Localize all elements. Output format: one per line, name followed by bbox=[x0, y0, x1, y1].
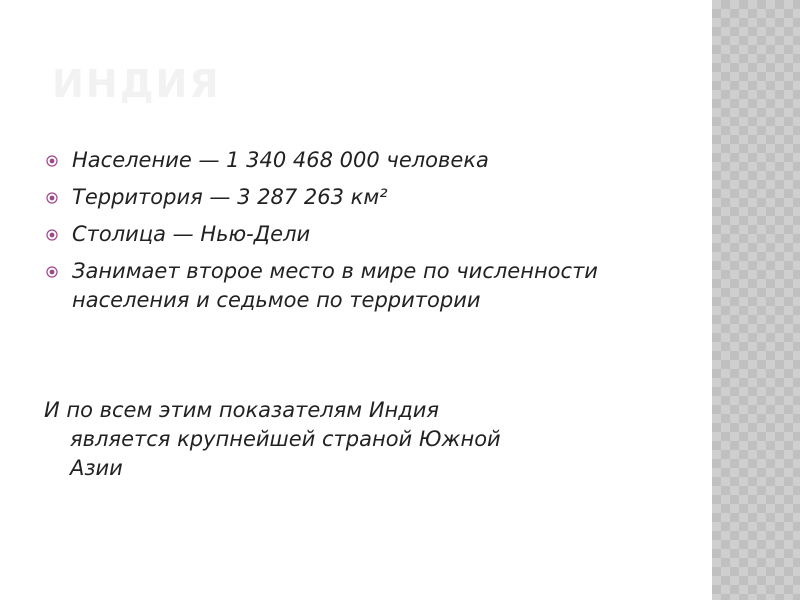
bullet-text: Занимает второе место в мире по численности населения и седьмое по территории bbox=[72, 259, 598, 312]
bullet-text: Население — 1 340 468 000 человека bbox=[72, 148, 489, 172]
circle-bullet-icon bbox=[46, 229, 58, 241]
conclusion-line: является крупнейшей страной Южной bbox=[70, 427, 501, 451]
circle-bullet-icon bbox=[46, 155, 58, 167]
slide-title: ИНДИЯ bbox=[52, 62, 221, 106]
bullet-text: Столица — Нью-Дели bbox=[72, 222, 311, 246]
decorative-side-pattern bbox=[712, 0, 800, 600]
bullet-item bbox=[44, 257, 604, 315]
bullet-text: Территория — 3 287 263 км² bbox=[72, 185, 388, 209]
bullet-item bbox=[44, 220, 604, 249]
bullet-item bbox=[44, 146, 604, 175]
bullet-list bbox=[44, 146, 604, 323]
conclusion-line: И по всем этим показателям Индия bbox=[44, 398, 440, 422]
circle-bullet-icon bbox=[46, 266, 58, 278]
bullet-item bbox=[44, 183, 604, 212]
circle-bullet-icon bbox=[46, 192, 58, 204]
conclusion-text bbox=[44, 396, 644, 483]
conclusion-line: Азии bbox=[70, 456, 123, 480]
